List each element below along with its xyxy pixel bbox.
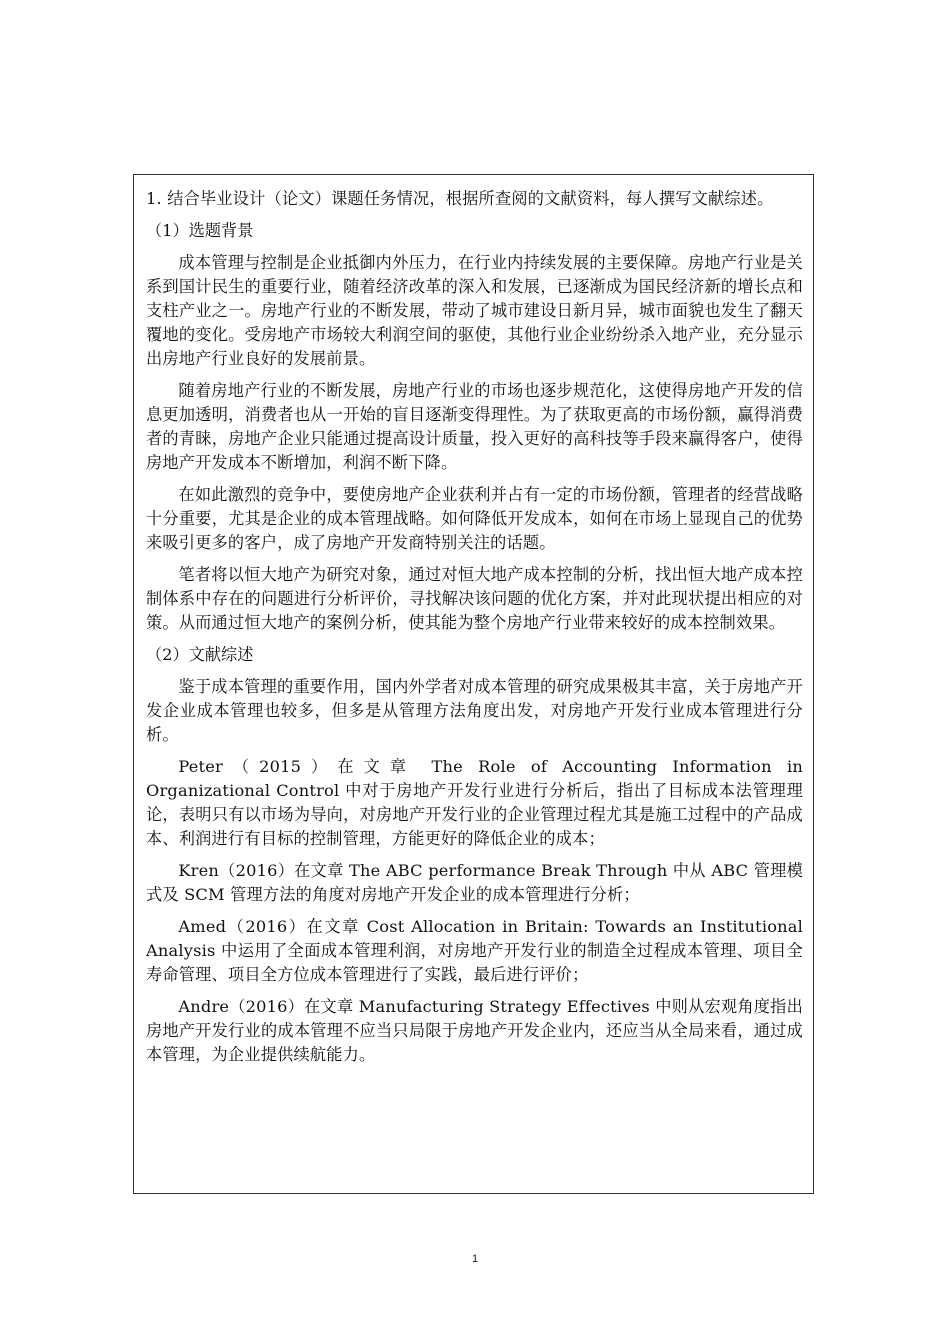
review-paragraph-kren: Kren（2016）在文章 The ABC performance Break Through 中从 ABC 管理模式及 SCM 管理方法的角度对房地产开发企业的成本管理进行分析；	[146, 861, 803, 904]
review-paragraph-peter: Peter（2015）在文章 The Role of Accounting Information in Organizational Control 中对于房地产开发行业进行分析后，指出了目标成本法管理理论，表明只有以市场为导向，对房地产开发行业的企业管理过程尤其是施工过程中的产品成本、利润进行有目标的控制管理，方能更好的降低企业的成本；	[146, 757, 803, 848]
review-paragraph-amed: Amed（2016）在文章 Cost Allocation in Britain: Towards an Institutional Analysis 中运用了全面成本管理利润，对房地产开发行业的制造全过程成本管理、项目全寿命管理、项目全方位成本管理进行了实践，最后进行评价；	[146, 917, 803, 984]
intro-paragraph: 1. 结合毕业设计（论文）课题任务情况，根据所查阅的文献资料，每人撰写文献综述。	[146, 189, 774, 208]
background-paragraph-3: 在如此激烈的竞争中，要使房地产企业获利并占有一定的市场份额，管理者的经营战略十分重要，尤其是企业的成本管理战略。如何降低开发成本，如何在市场上显现自己的优势来吸引更多的客户，成了房地产开发商特别关注的话题。	[146, 485, 803, 552]
review-paragraph-andre: Andre（2016）在文章 Manufacturing Strategy Effectives 中则从宏观角度指出房地产开发行业的成本管理不应当只局限于房地产开发企业内，还应当从全局来看，通过成本管理，为企业提供续航能力。	[146, 997, 803, 1064]
section-heading-background: （1）选题背景	[146, 221, 254, 240]
background-paragraph-4: 笔者将以恒大地产为研究对象，通过对恒大地产成本控制的分析，找出恒大地产成本控制体系中存在的问题进行分析评价，寻找解决该问题的优化方案，并对此现状提出相应的对策。从而通过恒大地产的案例分析，使其能为整个房地产行业带来较好的成本控制效果。	[146, 565, 803, 632]
background-paragraph-1: 成本管理与控制是企业抵御内外压力，在行业内持续发展的主要保障。房地产行业是关系到国计民生的重要行业，随着经济改革的深入和发展，已逐渐成为国民经济新的增长点和支柱产业之一。房地产行业的不断发展，带动了城市建设日新月异，城市面貌也发生了翻天覆地的变化。受房地产市场较大利润空间的驱使，其他行业企业纷纷杀入地产业，充分显示出房地产行业良好的发展前景。	[146, 253, 803, 368]
background-paragraph-2: 随着房地产行业的不断发展，房地产行业的市场也逐步规范化，这使得房地产开发的信息更加透明，消费者也从一开始的盲目逐渐变得理性。为了获取更高的市场份额，赢得消费者的青睐，房地产企业只能通过提高设计质量，投入更好的高科技等手段来赢得客户，使得房地产开发成本不断增加，利润不断下降。	[146, 381, 803, 472]
section-heading-literature-review: （2）文献综述	[146, 645, 254, 664]
page-number: 1	[471, 1253, 479, 1265]
review-paragraph-1: 鉴于成本管理的重要作用，国内外学者对成本管理的研究成果极其丰富，关于房地产开发企业成本管理也较多，但多是从管理方法角度出发，对房地产开发行业成本管理进行分析。	[146, 677, 803, 744]
content-table-cell	[133, 174, 814, 1194]
